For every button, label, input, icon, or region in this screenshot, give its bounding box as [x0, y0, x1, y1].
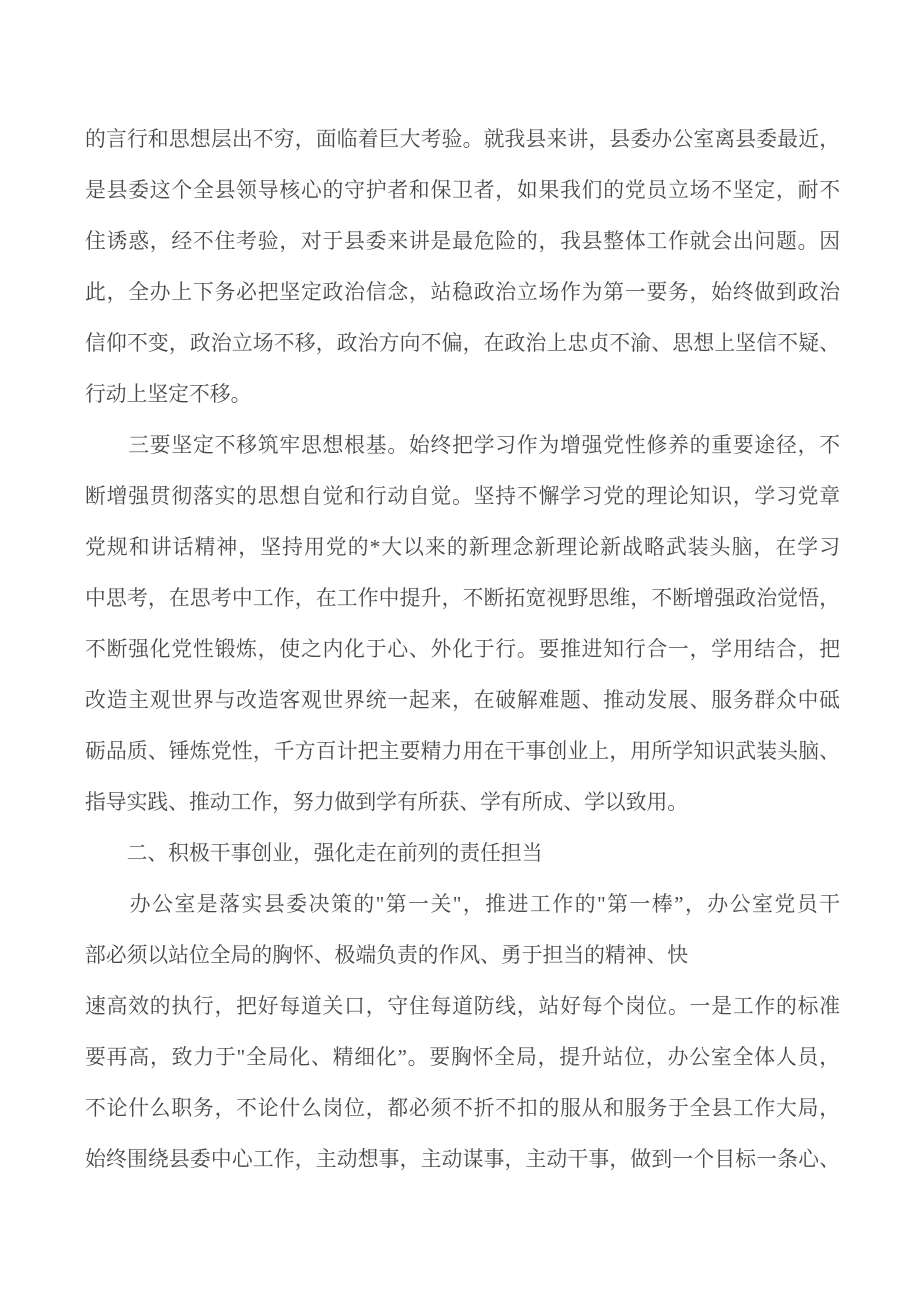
text-line: 行动上坚定不移。 [85, 383, 252, 406]
paragraph-thought-foundation [85, 420, 840, 828]
text-line: 指导实践、推动工作，努力做到学有所获、学有所成、学以致用。 [85, 791, 689, 814]
text-line: 三要坚定不移筑牢思想根基。始终把学习作为增强党性修养的重要途径，不 [85, 434, 840, 457]
text-line: 不论什么职务，不论什么岗位，都必须不折不扣的服从和服务于全县工作大局， [85, 1097, 840, 1120]
section-heading-line: 二、积极干事创业，强化走在前列的责任担当 [85, 842, 543, 865]
document-body [85, 114, 840, 1185]
text-line: 不断强化党性锻炼，使之内化于心、外化于行。要推进知行合一，学用结合，把 [85, 638, 840, 661]
text-line: 党规和讲话精神，坚持用党的*大以来的新理念新理论新战略武装头脑，在学习 [85, 536, 840, 559]
text-line: 断增强贯彻落实的思想自觉和行动自觉。坚持不懈学习党的理论知识，学习党章 [85, 485, 840, 508]
section-heading [85, 828, 840, 879]
text-line: 中思考，在思考中工作，在工作中提升，不断拓宽视野思维，不断增强政治觉悟， [85, 587, 840, 610]
text-line: 速高效的执行，把好每道关口，守住每道防线，站好每个岗位。一是工作的标准 [85, 995, 840, 1018]
text-line: 住诱惑，经不住考验，对于县委来讲是最危险的，我县整体工作就会出问题。因 [85, 230, 840, 253]
paragraph-continuation [85, 114, 840, 420]
text-line: 办公室是落实县委决策的"第一关"，推进工作的"第一棒”，办公室党员干 [85, 893, 840, 916]
text-line: 砺品质、锤炼党性，千方百计把主要精力用在干事创业上，用所学知识武装头脑、 [85, 740, 840, 763]
text-line: 信仰不变，政治立场不移，政治方向不偏，在政治上忠贞不渝、思想上坚信不疑、 [85, 332, 840, 355]
text-line: 部必须以站位全局的胸怀、极端负责的作风、勇于担当的精神、快 [85, 944, 689, 967]
text-line: 的言行和思想层出不穷，面临着巨大考验。就我县来讲，县委办公室离县委最近， [85, 128, 840, 151]
text-line: 是县委这个全县领导核心的守护者和保卫者，如果我们的党员立场不坚定，耐不 [85, 179, 840, 202]
paragraph-office-duty [85, 879, 840, 1185]
text-line: 改造主观世界与改造客观世界统一起来，在破解难题、推动发展、服务群众中砥 [85, 689, 840, 712]
text-line: 要再高，致力于"全局化、精细化”。要胸怀全局，提升站位，办公室全体人员， [85, 1046, 840, 1069]
text-line: 此，全办上下务必把坚定政治信念，站稳政治立场作为第一要务，始终做到政治 [85, 281, 840, 304]
text-line: 始终围绕县委中心工作，主动想事，主动谋事，主动干事，做到一个目标一条心、 [85, 1148, 840, 1171]
